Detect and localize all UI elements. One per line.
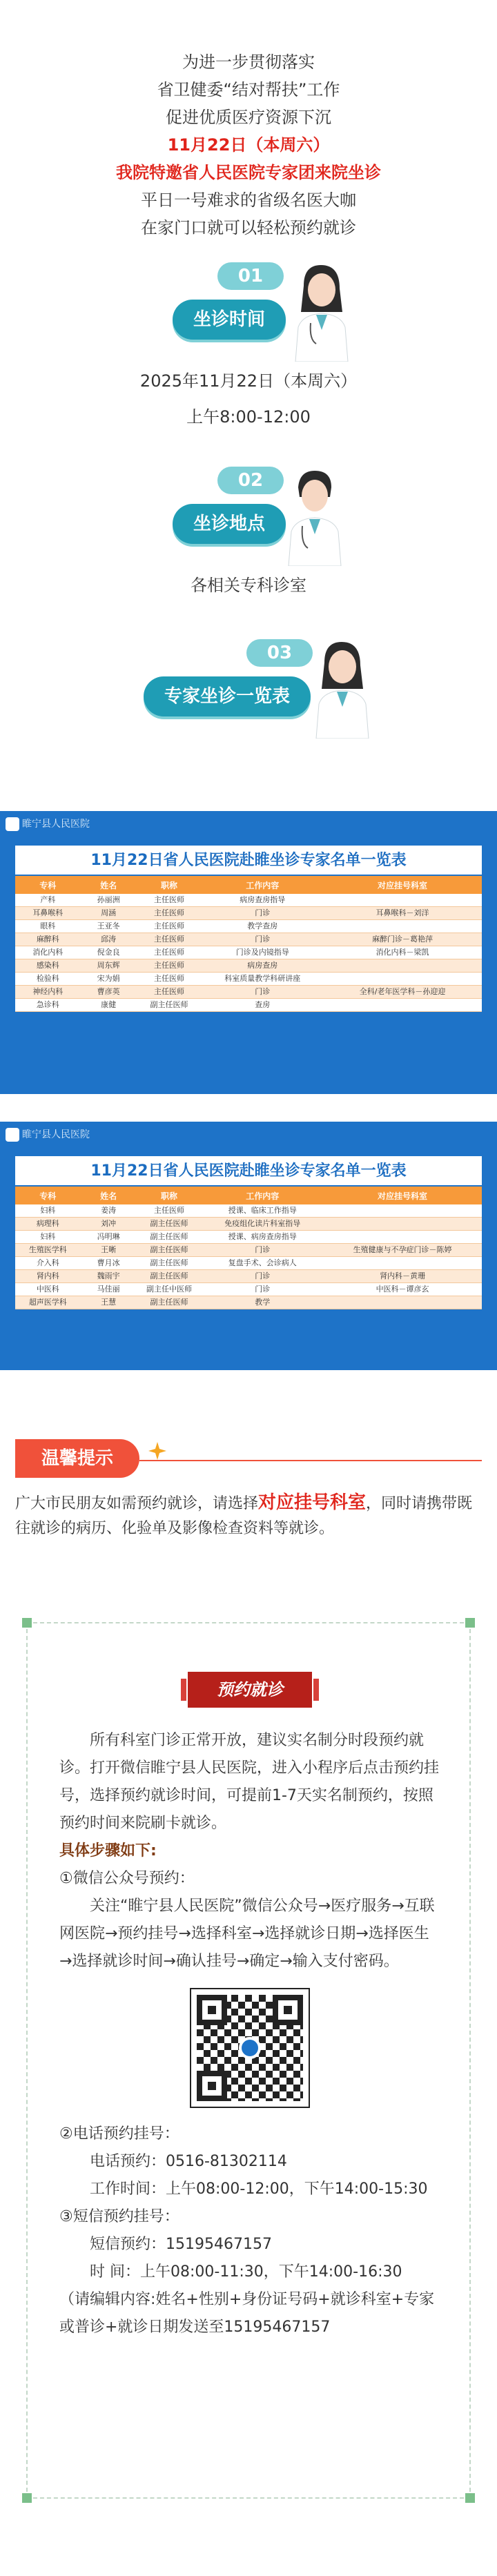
table-cell: 病房查房: [202, 959, 323, 973]
tips-text: 广大市民朋友如需预约就诊，请选择对应挂号科室，同时请携带既往就诊的病历、化验单及影像检查资料等就诊。: [15, 1492, 473, 1537]
intro-line-1: 为进一步贯彻落实: [182, 52, 315, 72]
section-place-header: [0, 458, 497, 569]
table-row: [15, 1244, 482, 1257]
table-cell: 查房: [202, 999, 323, 1012]
table-cell: 眼科: [15, 920, 81, 933]
header-cell: 对应挂号科室: [323, 876, 482, 894]
booking-section: [26, 1622, 471, 2499]
section-time-label: 坐诊时间: [173, 300, 286, 340]
table-cell: 副主任医师: [137, 1244, 202, 1257]
table-cell: 副主任医师: [137, 1218, 202, 1231]
table-cell: [323, 1296, 482, 1309]
table-cell: 倪金良: [81, 946, 137, 959]
table-cell: 生殖健康与不孕症门诊－陈婷: [323, 1244, 482, 1257]
tips-highlight: 对应挂号科室: [258, 1492, 367, 1513]
doctor-icon: [304, 635, 380, 739]
table-cell: 副主任医师: [137, 1231, 202, 1244]
table-cell: 门诊: [202, 1283, 323, 1296]
table-cell: 教学: [202, 1296, 323, 1309]
section-list-header: [0, 631, 497, 741]
table-cell: 邱涛: [81, 933, 137, 946]
table-cell: 免疫组化读片科室指导: [202, 1218, 323, 1231]
table-cell: 王慧: [81, 1296, 137, 1309]
table-cell: 副主任医师: [137, 999, 202, 1012]
table-cell: 麻醉门诊－葛艳萍: [323, 933, 482, 946]
table-cell: [323, 920, 482, 933]
header-cell: 姓名: [81, 1187, 137, 1204]
table-cell: 曹月冰: [81, 1257, 137, 1270]
intro-line-3: 促进优质医疗资源下沉: [166, 108, 331, 127]
booking-tag: 预约就诊: [188, 1672, 312, 1708]
table-title: 11月22日省人民医院赴睢坐诊专家名单一览表: [15, 1156, 482, 1187]
section-time-body: [0, 363, 497, 435]
table-cell: 主任医师: [137, 959, 202, 973]
table-cell: 主任医师: [137, 946, 202, 959]
table-cell: [323, 959, 482, 973]
table-cell: 主任医师: [137, 1204, 202, 1218]
table-cell: [323, 1257, 482, 1270]
phone-title: ②电话预约挂号：: [59, 2125, 179, 2143]
table-row: [15, 986, 482, 999]
table-cell: 门诊: [202, 933, 323, 946]
wechat-qr-code[interactable]: [191, 1989, 309, 2107]
table-cell: [323, 1204, 482, 1218]
table-row: [15, 1283, 482, 1296]
table-cell: 麻醉科: [15, 933, 81, 946]
table-cell: [323, 1231, 482, 1244]
table-cell: 消化内科: [15, 946, 81, 959]
section-place-body: [0, 567, 497, 603]
table-cell: 冯明琳: [81, 1231, 137, 1244]
intro-line-2: 省卫健委“结对帮扶”工作: [157, 80, 340, 99]
sparkle-icon: [144, 1441, 171, 1461]
table-cell: 介入科: [15, 1257, 81, 1270]
hospital-logo: 睢宁县人民医院: [6, 817, 90, 831]
table-row: [15, 1231, 482, 1244]
header-cell: 工作内容: [202, 1187, 323, 1204]
table-row: [15, 1296, 482, 1309]
table-cell: 王晰: [81, 1244, 137, 1257]
table-row: [15, 894, 482, 907]
table-cell: 肾内科: [15, 1270, 81, 1283]
tips-section: [15, 1439, 482, 1577]
table-cell: 急诊科: [15, 999, 81, 1012]
table-cell: 耳鼻喉科: [15, 907, 81, 920]
table-cell: 中医科: [15, 1283, 81, 1296]
table-row: [15, 1204, 482, 1218]
wechat-text: 关注“睢宁县人民医院”微信公众号→医疗服务→互联网医院→预约挂号→选择科室→选择就诊日期→选择医生→选择就诊时间→确认挂号→确定→输入支付密码。: [59, 1897, 435, 1970]
table-1: [15, 876, 482, 1012]
sms-time: 时 间：上午08:00-11:30，下午14:00-16:30: [90, 2263, 402, 2281]
sms-title: ③短信预约挂号：: [59, 2208, 179, 2225]
hospital-logo: 睢宁县人民医院: [6, 1127, 90, 1142]
table-row: [15, 973, 482, 986]
table-cell: 门诊: [202, 1244, 323, 1257]
table-cell: 副主任医师: [137, 1296, 202, 1309]
time-date: 2025年11月22日（本周六）: [139, 371, 358, 391]
table-cell: 授课、临床工作指导: [202, 1204, 323, 1218]
table-cell: 门诊: [202, 907, 323, 920]
intro-block: [0, 0, 497, 242]
table-cell: 神经内科: [15, 986, 81, 999]
table-cell: 主任医师: [137, 973, 202, 986]
intro-line-5: 在家门口就可以轻松预约就诊: [141, 218, 356, 237]
intro-date-highlight: 11月22日（本周六）: [167, 135, 330, 155]
table-cell: 康健: [81, 999, 137, 1012]
table-cell: 周涵: [81, 907, 137, 920]
table-cell: 门诊及内镜指导: [202, 946, 323, 959]
sms-number[interactable]: 短信预约：15195467157: [90, 2236, 272, 2253]
table-cell: 授课、病房查房指导: [202, 1231, 323, 1244]
table-cell: 宋为娟: [81, 973, 137, 986]
header-cell: 对应挂号科室: [323, 1187, 482, 1204]
table-cell: [323, 1218, 482, 1231]
booking-text: [59, 1727, 440, 2341]
sms-format: （请编辑内容:姓名+性别+身份证号码+就诊科室+专家或普诊+就诊日期发送至15195467157: [59, 2291, 435, 2336]
table-cell: [323, 894, 482, 907]
wechat-title: ①微信公众号预约：: [59, 1870, 195, 1887]
table-cell: 副主任医师: [137, 1257, 202, 1270]
table-cell: 主任医师: [137, 907, 202, 920]
header-cell: 姓名: [81, 876, 137, 894]
table-row: [15, 933, 482, 946]
header-cell: 工作内容: [202, 876, 323, 894]
table-header-row: [15, 876, 482, 894]
section-number-badge: 03: [246, 639, 313, 667]
table-title: 11月22日省人民医院赴睢坐诊专家名单一览表: [15, 846, 482, 876]
table-cell: 妇科: [15, 1204, 81, 1218]
table-row: [15, 1218, 482, 1231]
table-cell: 教学查房: [202, 920, 323, 933]
tips-tag: 温馨提示: [15, 1439, 139, 1478]
table-cell: 肾内科－黄珊: [323, 1270, 482, 1283]
table-cell: 孙丽洲: [81, 894, 137, 907]
table-cell: 产科: [15, 894, 81, 907]
table-cell: 全科/老年医学科－孙迎迎: [323, 986, 482, 999]
table-panel-1: [0, 811, 497, 1094]
expert-table-1: [15, 846, 482, 1012]
table-cell: 王亚冬: [81, 920, 137, 933]
section-list-label: 专家坐诊一览表: [144, 676, 311, 716]
phone-number[interactable]: 电话预约：0516-81302114: [90, 2153, 287, 2170]
table-cell: 病理科: [15, 1218, 81, 1231]
phone-time: 工作时间：上午08:00-12:00，下午14:00-15:30: [90, 2180, 428, 2198]
header-cell: 专科: [15, 876, 81, 894]
booking-intro: 所有科室门诊正常开放，建议实名制分时段预约就诊。打开微信睢宁县人民医院，进入小程序后点击预约挂号，选择预约就诊时间，可提前1-7天实名制预约，按照预约时间来院刷卡就诊。: [59, 1732, 440, 1832]
time-hours: 上午8:00-12:00: [186, 407, 311, 427]
table-cell: 超声医学科: [15, 1296, 81, 1309]
table-row: [15, 1270, 482, 1283]
table-cell: 曹彦英: [81, 986, 137, 999]
expert-table-2: [15, 1156, 482, 1309]
table-cell: 门诊: [202, 986, 323, 999]
table-cell: 周东辉: [81, 959, 137, 973]
table-panel-2: [0, 1122, 497, 1370]
table-cell: 生殖医学科: [15, 1244, 81, 1257]
table-cell: 门诊: [202, 1270, 323, 1283]
header-cell: 职称: [137, 1187, 202, 1204]
table-row: [15, 920, 482, 933]
table-cell: 副主任中医师: [137, 1283, 202, 1296]
tips-divider: [139, 1460, 482, 1461]
table-cell: 检验科: [15, 973, 81, 986]
table-header-row: [15, 1187, 482, 1204]
table-cell: 姜涛: [81, 1204, 137, 1218]
table-cell: 感染科: [15, 959, 81, 973]
table-cell: 消化内科－梁凯: [323, 946, 482, 959]
table-row: [15, 1257, 482, 1270]
table-cell: 耳鼻喉科－刘洋: [323, 907, 482, 920]
intro-line-4: 平日一号难求的省级名医大咖: [141, 191, 356, 210]
table-row: [15, 946, 482, 959]
table-row: [15, 907, 482, 920]
intro-event-highlight: 我院特邀省人民医院专家团来院坐诊: [116, 163, 381, 182]
table-cell: 妇科: [15, 1231, 81, 1244]
header-cell: 职称: [137, 876, 202, 894]
table-cell: 中医科－谭彦玄: [323, 1283, 482, 1296]
doctor-icon: [276, 462, 352, 566]
table-cell: 马佳丽: [81, 1283, 137, 1296]
section-place-label: 坐诊地点: [173, 504, 286, 544]
table-cell: 刘冲: [81, 1218, 137, 1231]
doctor-icon: [283, 258, 359, 362]
table-2: [15, 1187, 482, 1309]
table-cell: 主任医师: [137, 933, 202, 946]
table-cell: [323, 973, 482, 986]
table-cell: 科室质量教学科研讲座: [202, 973, 323, 986]
table-cell: 主任医师: [137, 894, 202, 907]
place-text: 各相关专科诊室: [191, 576, 306, 595]
steps-title: 具体步骤如下:: [59, 1842, 157, 1860]
table-row: [15, 999, 482, 1012]
table-cell: 副主任医师: [137, 1270, 202, 1283]
header-cell: 专科: [15, 1187, 81, 1204]
table-row: [15, 959, 482, 973]
section-number-badge: 02: [217, 467, 284, 494]
table-cell: 复盘手术、会诊病人: [202, 1257, 323, 1270]
table-cell: 病房查房指导: [202, 894, 323, 907]
table-cell: 主任医师: [137, 986, 202, 999]
section-number-badge: 01: [217, 262, 284, 290]
table-cell: [323, 999, 482, 1012]
section-time-header: [0, 254, 497, 364]
table-cell: 主任医师: [137, 920, 202, 933]
table-cell: 魏雨宇: [81, 1270, 137, 1283]
